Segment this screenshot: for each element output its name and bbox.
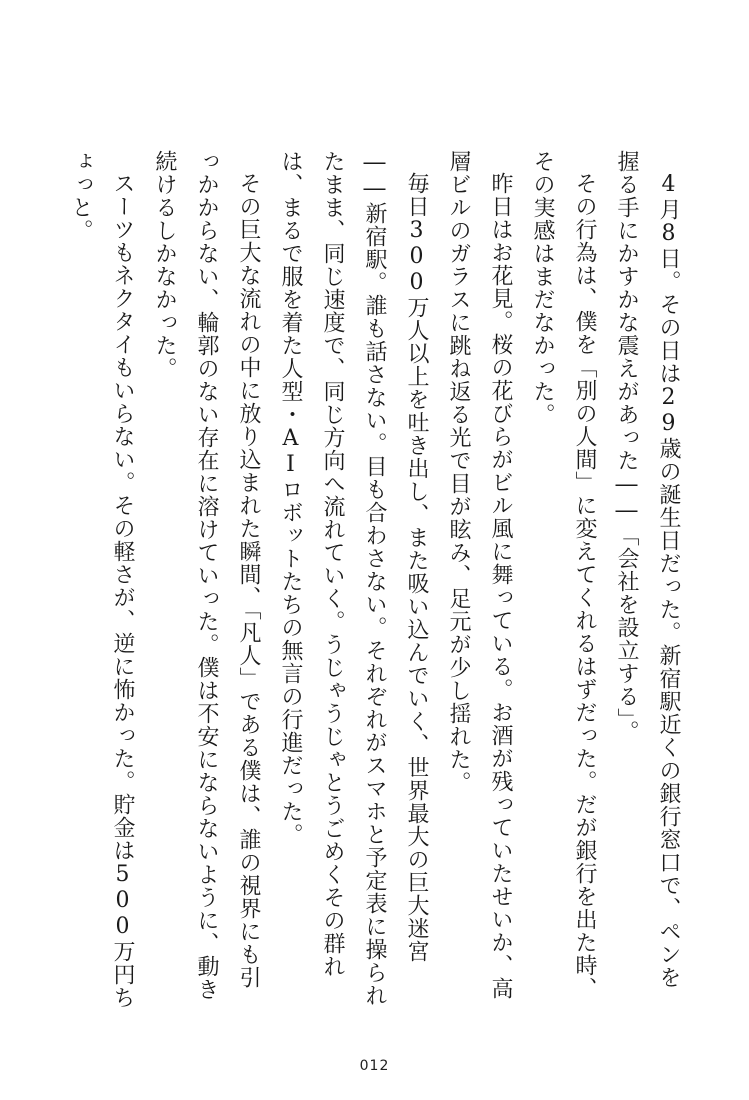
paragraph-6: スーツもネクタイもいらない。その軽さが、逆に怖かった。貯金は500万円ちょっと。: [68, 150, 135, 1009]
paragraph-4: 毎日300万人以上を吐き出し、また吸い込んでいく、世界最大の巨大迷宮――新宿駅。誰も話さない。目も合わさない。それぞれがスマホと予定表に操られたまま、同じ速度で、同じ方向へ流れていく。うじゃうじゃとうごめくその群れは、まるで服を着た人型・AIロボットたちの無言の行進だった。: [278, 150, 429, 1007]
paragraph-3: 昨日はお花見。桜の花びらがビル風に舞っている。お酒が残っていたせいか、高層ビルのガラスに跳ね返る光で目が眩み、足元が少し揺れた。: [446, 150, 513, 1000]
paragraph-1: 4月8日。その日は29歳の誕生日だった。新宿駅近くの銀行窓口で、ペンを握る手にかすかな震えがあった――「会社を設立する」。: [614, 150, 681, 989]
page-number: 012: [359, 1058, 390, 1074]
vertical-text-body: [68, 150, 689, 1010]
paragraph-2: その行為は、僕を「別の人間」に変えてくれるはずだった。だが銀行を出た時、その実感はまだなかった。: [530, 150, 597, 1000]
paragraph-5: その巨大な流れの中に放り込まれた瞬間、「凡人」である僕は、誰の視界にも引っかからない、輪郭のない存在に溶けていった。僕は不安にならないように、動き続けるしかなかった。: [152, 150, 261, 1001]
